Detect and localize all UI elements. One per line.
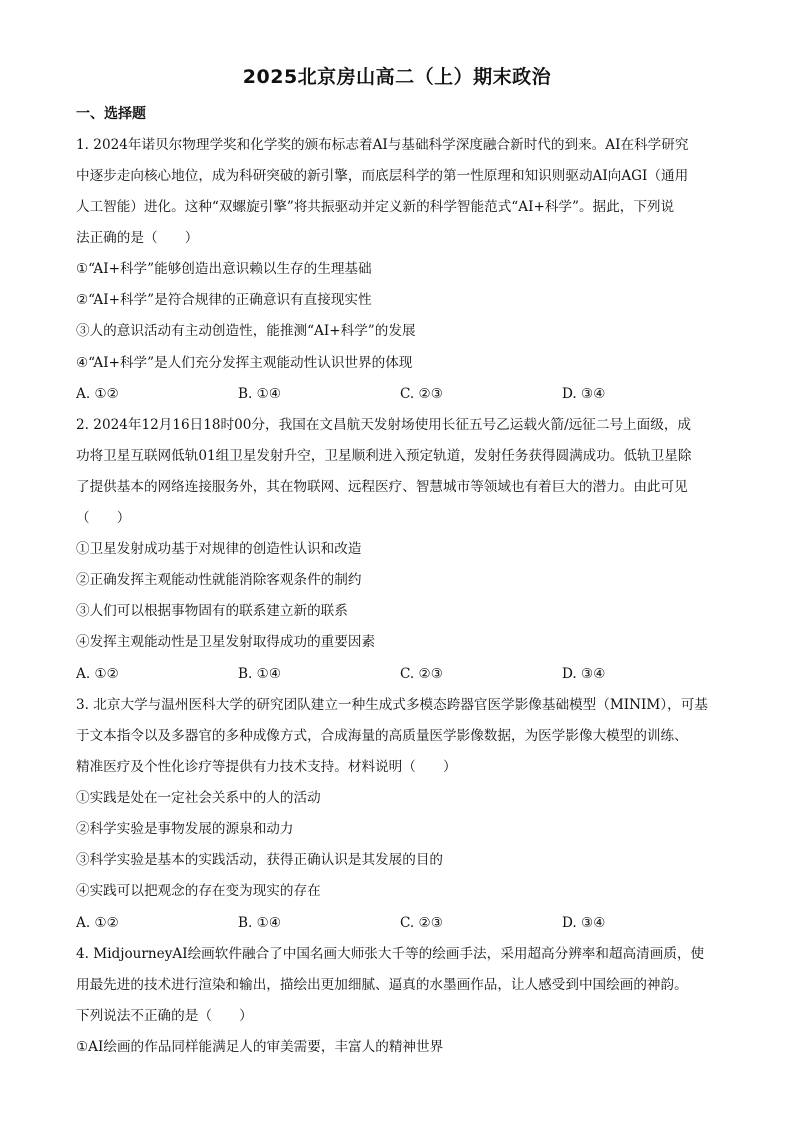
option-a: A. ①② (76, 666, 119, 682)
choice-statement: ③人们可以根据事物固有的联系建立新的联系 (76, 603, 348, 619)
section-heading: 一、选择题 (76, 106, 146, 122)
option-c: C. ②③ (400, 915, 443, 931)
option-b: B. ①④ (238, 915, 282, 931)
option-a: A. ①② (76, 386, 119, 402)
question-line: 于文本指令以及多器官的多种成像方式，合成海量的高质量医学影像数据，为医学影像大模型的训练、 (76, 728, 688, 744)
choice-statement: ③科学实验是基本的实践活动，获得正确认识是其发展的目的 (76, 852, 444, 868)
choice-statement: ④发挥主观能动性是卫星发射取得成功的重要因素 (76, 634, 376, 650)
question-line: 了提供基本的网络连接服务外，其在物联网、远程医疗、智慧城市等领域也有着巨大的潜力。由此可见 (76, 479, 688, 495)
choice-statement: ②科学实验是事物发展的源泉和动力 (76, 821, 294, 837)
option-d: D. ③④ (562, 386, 606, 402)
option-a: A. ①② (76, 915, 119, 931)
question-line: （ ） (76, 510, 131, 526)
question-line: 人工智能）进化。这种“双螺旋引擎”将共振驱动并定义新的科学智能范式“AI+科学”。据此，下列说 (76, 199, 675, 215)
question-line: 2. 2024年12月16日18时00分，我国在文昌航天发射场使用长征五号乙运载火箭/远征二号上面级，成 (76, 417, 692, 433)
choice-statement: ①“AI+科学”能够创造出意识赖以生存的生理基础 (76, 261, 372, 277)
choice-statement: ④实践可以把观念的存在变为现实的存在 (76, 883, 321, 899)
question-line: 中逐步走向核心地位，成为科研突破的新引擎，而底层科学的第一性原理和知识则驱动AI向AGI（通用 (76, 168, 689, 184)
option-b: B. ①④ (238, 386, 282, 402)
choice-statement: ①AI绘画的作品同样能满足人的审美需要，丰富人的精神世界 (76, 1039, 444, 1055)
choice-statement: ④“AI+科学”是人们充分发挥主观能动性认识世界的体现 (76, 355, 413, 371)
question-line: 3. 北京大学与温州医科大学的研究团队建立一种生成式多模态跨器官医学影像基础模型（MINIM），可基 (76, 697, 708, 713)
question-line: 4. MidjourneyAI绘画软件融合了中国名画大师张大千等的绘画手法，采用超高分辨率和超高清画质，使 (76, 946, 705, 962)
document-title: 2025北京房山高二（上）期末政治 (242, 66, 552, 88)
choice-statement: ①卫星发射成功基于对规律的创造性认识和改造 (76, 541, 362, 557)
question-line: 1. 2024年诺贝尔物理学奖和化学奖的颁布标志着AI与基础科学深度融合新时代的到来。AI在科学研究 (76, 137, 689, 153)
choice-statement: ②“AI+科学”是符合规律的正确意识有直接现实性 (76, 292, 372, 308)
option-c: C. ②③ (400, 386, 443, 402)
question-line: 法正确的是（ ） (76, 230, 199, 246)
option-d: D. ③④ (562, 666, 606, 682)
option-d: D. ③④ (562, 915, 606, 931)
question-line: 功将卫星互联网低轨01组卫星发射升空，卫星顺利进入预定轨道，发射任务获得圆满成功。低轨卫星除 (76, 448, 692, 464)
question-line: 下列说法不正确的是（ ） (76, 1008, 253, 1024)
choice-statement: ②正确发挥主观能动性就能消除客观条件的制约 (76, 572, 362, 588)
option-b: B. ①④ (238, 666, 282, 682)
choice-statement: ①实践是处在一定社会关系中的人的活动 (76, 790, 321, 806)
question-line: 用最先进的技术进行渲染和输出，描绘出更加细腻、逼真的水墨画作品，让人感受到中国绘画的神韵。 (76, 977, 688, 993)
question-line: 精准医疗及个性化诊疗等提供有力技术支持。材料说明（ ） (76, 759, 457, 775)
option-c: C. ②③ (400, 666, 443, 682)
choice-statement: ③人的意识活动有主动创造性，能推测“AI+科学”的发展 (76, 323, 416, 339)
